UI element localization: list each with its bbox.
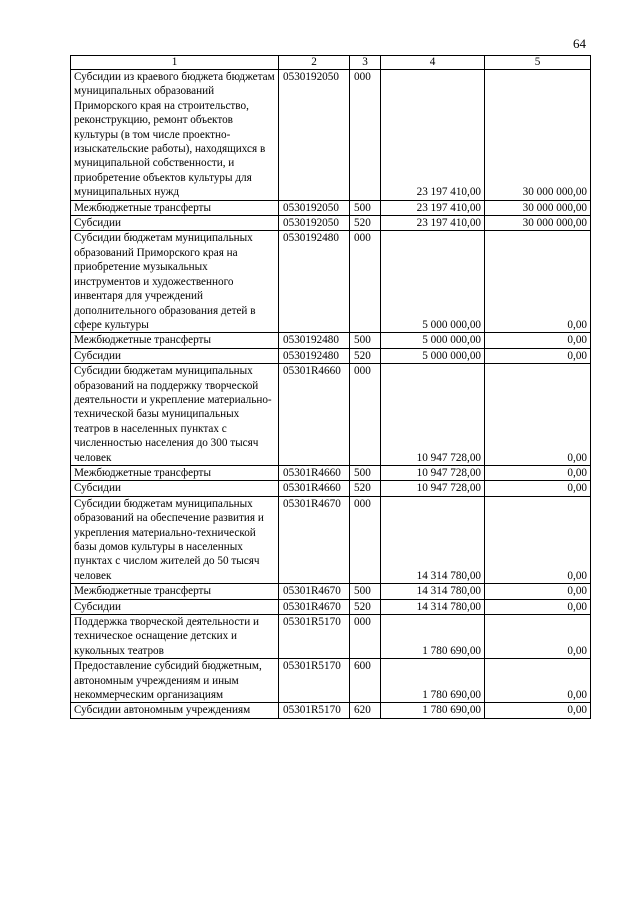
row-type-cell: 500 [350, 333, 381, 348]
row-value-col5: 0,00 [485, 333, 591, 348]
row-name-cell: Субсидии [71, 348, 279, 363]
table-row [71, 231, 591, 333]
row-name-cell: Межбюджетные трансферты [71, 333, 279, 348]
row-name-cell: Межбюджетные трансферты [71, 465, 279, 480]
row-code-cell: 05301R5170 [279, 703, 350, 718]
row-name-cell: Субсидии бюджетам муниципальных образований на поддержку творческой деятельности и укрепление материально-технической базы муниципальных театров в населенных пунктах с численностью населения до 300 тысяч человек [71, 364, 279, 466]
row-name-cell: Межбюджетные трансферты [71, 200, 279, 215]
row-code-cell: 05301R4670 [279, 599, 350, 614]
row-type-cell: 520 [350, 481, 381, 496]
row-code-cell: 0530192480 [279, 333, 350, 348]
row-value-col5: 0,00 [485, 496, 591, 583]
row-value-col4: 14 314 780,00 [381, 584, 485, 599]
table-row [71, 465, 591, 480]
row-value-col4: 5 000 000,00 [381, 333, 485, 348]
column-header: 3 [350, 56, 381, 70]
budget-table [70, 55, 591, 719]
table-row [71, 599, 591, 614]
row-value-col4: 10 947 728,00 [381, 481, 485, 496]
row-value-col5: 0,00 [485, 465, 591, 480]
table-row [71, 200, 591, 215]
table-row [71, 333, 591, 348]
row-type-cell: 520 [350, 348, 381, 363]
header-row [71, 56, 591, 70]
row-value-col4: 1 780 690,00 [381, 703, 485, 718]
row-code-cell: 05301R5170 [279, 615, 350, 659]
row-type-cell: 500 [350, 465, 381, 480]
row-type-cell: 600 [350, 659, 381, 703]
row-value-col4: 23 197 410,00 [381, 70, 485, 201]
row-value-col4: 23 197 410,00 [381, 200, 485, 215]
row-type-cell: 000 [350, 496, 381, 583]
table-row [71, 481, 591, 496]
row-value-col5: 30 000 000,00 [485, 70, 591, 201]
column-header: 5 [485, 56, 591, 70]
row-type-cell: 520 [350, 599, 381, 614]
row-name-cell: Субсидии [71, 216, 279, 231]
row-code-cell: 05301R4660 [279, 364, 350, 466]
table-row [71, 496, 591, 583]
table-row [71, 364, 591, 466]
row-code-cell: 0530192480 [279, 348, 350, 363]
row-value-col4: 14 314 780,00 [381, 496, 485, 583]
row-value-col5: 0,00 [485, 364, 591, 466]
row-code-cell: 05301R4670 [279, 496, 350, 583]
row-name-cell: Субсидии бюджетам муниципальных образований Приморского края на приобретение музыкальных инструментов и художественного инвентаря для учреждений дополнительного образования детей в сфере культуры [71, 231, 279, 333]
row-value-col5: 30 000 000,00 [485, 200, 591, 215]
row-name-cell: Субсидии бюджетам муниципальных образований на обеспечение развития и укрепления материально-технической базы домов культуры в населенных пунктах с числом жителей до 50 тысяч человек [71, 496, 279, 583]
row-value-col5: 0,00 [485, 348, 591, 363]
row-name-cell: Субсидии [71, 599, 279, 614]
row-name-cell: Предоставление субсидий бюджетным, автономным учреждениям и иным некоммерческим организациям [71, 659, 279, 703]
row-type-cell: 620 [350, 703, 381, 718]
row-type-cell: 000 [350, 615, 381, 659]
row-name-cell: Субсидии из краевого бюджета бюджетам муниципальных образований Приморского края на строительство, реконструкцию, ремонт объектов культуры (в том числе проектно-изыскательские работы), находящихся в муниципальной собственности, и приобретение объектов культуры для муниципальных нужд [71, 70, 279, 201]
row-value-col4: 1 780 690,00 [381, 615, 485, 659]
page-number: 64 [573, 36, 586, 51]
table-row [71, 615, 591, 659]
row-value-col5: 30 000 000,00 [485, 216, 591, 231]
row-name-cell: Субсидии [71, 481, 279, 496]
table-row [71, 659, 591, 703]
row-value-col5: 0,00 [485, 703, 591, 718]
row-value-col4: 5 000 000,00 [381, 348, 485, 363]
row-type-cell: 500 [350, 584, 381, 599]
column-header: 4 [381, 56, 485, 70]
row-value-col5: 0,00 [485, 599, 591, 614]
row-code-cell: 0530192050 [279, 70, 350, 201]
row-value-col4: 1 780 690,00 [381, 659, 485, 703]
row-code-cell: 05301R4670 [279, 584, 350, 599]
table-row [71, 216, 591, 231]
row-value-col4: 23 197 410,00 [381, 216, 485, 231]
row-name-cell: Субсидии автономным учреждениям [71, 703, 279, 718]
row-type-cell: 520 [350, 216, 381, 231]
row-value-col4: 10 947 728,00 [381, 465, 485, 480]
row-name-cell: Межбюджетные трансферты [71, 584, 279, 599]
row-code-cell: 05301R4660 [279, 465, 350, 480]
row-type-cell: 000 [350, 70, 381, 201]
row-value-col4: 10 947 728,00 [381, 364, 485, 466]
column-header: 2 [279, 56, 350, 70]
row-value-col5: 0,00 [485, 481, 591, 496]
row-name-cell: Поддержка творческой деятельности и техническое оснащение детских и кукольных театров [71, 615, 279, 659]
column-header: 1 [71, 56, 279, 70]
table-row [71, 348, 591, 363]
table-row [71, 584, 591, 599]
row-code-cell: 0530192480 [279, 231, 350, 333]
row-value-col5: 0,00 [485, 615, 591, 659]
table-body [71, 70, 591, 719]
row-type-cell: 500 [350, 200, 381, 215]
row-type-cell: 000 [350, 364, 381, 466]
row-code-cell: 0530192050 [279, 216, 350, 231]
row-code-cell: 0530192050 [279, 200, 350, 215]
row-code-cell: 05301R4660 [279, 481, 350, 496]
row-value-col5: 0,00 [485, 231, 591, 333]
row-code-cell: 05301R5170 [279, 659, 350, 703]
row-value-col4: 14 314 780,00 [381, 599, 485, 614]
row-type-cell: 000 [350, 231, 381, 333]
row-value-col5: 0,00 [485, 659, 591, 703]
row-value-col4: 5 000 000,00 [381, 231, 485, 333]
table-row [71, 703, 591, 718]
row-value-col5: 0,00 [485, 584, 591, 599]
table-row [71, 70, 591, 201]
